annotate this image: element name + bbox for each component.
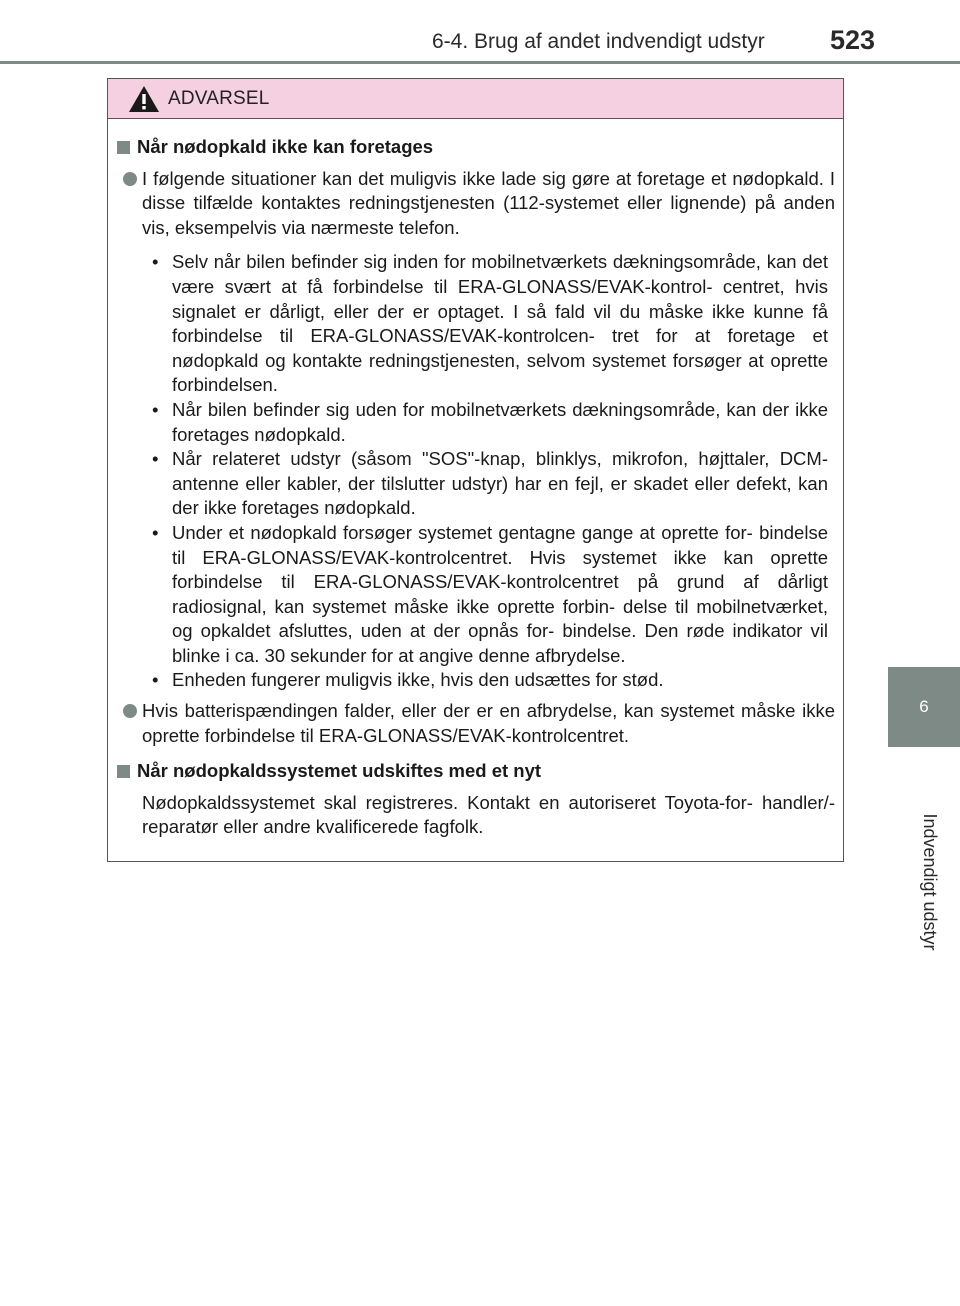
bullet-dot-icon: • [152,521,159,543]
list-item [117,521,828,669]
warning-header [108,79,843,119]
section-heading-text: Når nødopkaldssystemet udskiftes med et nyt [137,760,542,782]
chapter-title: 6-4. Brug af andet indvendigt udstyr [432,30,765,53]
section-text: Nødopkaldssystemet skal registreres. Kontakt en autoriseret Toyota-for- handler/-reparatør eller andre kvalificerede fagfolk. [142,791,835,838]
list-item-text: Når bilen befinder sig uden for mobilnetværkets dækningsområde, kan der ikke foretages nødopkald. [172,398,828,445]
page-header [0,0,960,60]
list-item [117,447,828,521]
chapter-tab [888,667,960,747]
section-heading-text: Når nødopkald ikke kan foretages [137,136,434,157]
warning-box [107,78,844,862]
section-heading [117,135,835,160]
circle-bullet-icon [123,704,137,718]
bullet-dot-icon: • [152,669,159,691]
header-rule [0,61,960,64]
chapter-side-label: Indvendigt udstyr [920,813,940,951]
list-item [117,250,828,398]
list-item-text: Når relateret udstyr (såsom "SOS"-knap, blinklys, mikrofon, højttaler, DCM-antenne eller kabler, der tilslutter udstyr) har en fejl, er skadet eller defekt, kan der ikke foretages nødopkald. [172,448,828,519]
list-item [117,668,828,693]
bullet-dot-icon: • [152,398,159,420]
item-text: Hvis batterispændingen falder, eller der er en afbrydelse, kan systemet måske ikke oprette forbindelse til ERA-GLONASS/EVAK-kontrolcentret. [142,700,835,746]
square-bullet-icon [117,765,130,778]
square-bullet-icon [117,141,130,154]
bullet-dot-icon: • [152,251,159,273]
page-number: 523 [830,25,876,55]
item-text: I følgende situationer kan det muligvis ikke lade sig gøre at foretage et nødopkald. I disse tilfælde kontaktes redningstjenesten (112-systemet eller lignende) på anden vis, eksempelvis via nærmeste telefon. [142,167,835,238]
warning-triangle-icon [128,85,160,113]
bullet-dot-icon: • [152,448,159,470]
section-heading [117,759,835,784]
list-item-text: Selv når bilen befinder sig inden for mobilnetværkets dækningsområde, kan det være svært at få forbindelse til ERA-GLONASS/EVAK-kontrol- centret, hvis signalet er dårligt, eller der er optaget. I så fald vil du måske ikke kunne få forbindelse til ERA-GLONASS/EVAK-kontrolcen- tret for at foretage et nødopkald og kontakte redningstjenesten, selvom systemet forsøger at oprette forbindelsen. [172,251,828,396]
list-item-text: Under et nødopkald forsøger systemet gentagne gange at oprette for- bindelse til ERA-GLONASS/EVAK-kontrolcentret. Hvis systemet ikke kan oprette forbindelse til ERA-GLONASS/EVAK-kontrolcentret på grund af dårligt radiosignal, kan systemet måske ikke oprette forbin- delse til mobilnetværket, og opkaldet afsluttes, uden at der opnås for- bindelse. Den røde indikator vil blinke i ca. 30 sekunder for at angive denne afbrydelse. [172,521,828,666]
warning-label: ADVARSEL [168,87,270,109]
list-item-text: Enheden fungerer muligvis ikke, hvis den udsættes for stød. [172,669,664,691]
chapter-number: 6 [919,697,929,716]
circle-bullet-item [117,699,835,748]
circle-bullet-icon [123,172,137,186]
warning-body [108,119,843,840]
circle-bullet-item [117,167,835,241]
bullet-list [117,250,835,693]
list-item [117,398,828,447]
